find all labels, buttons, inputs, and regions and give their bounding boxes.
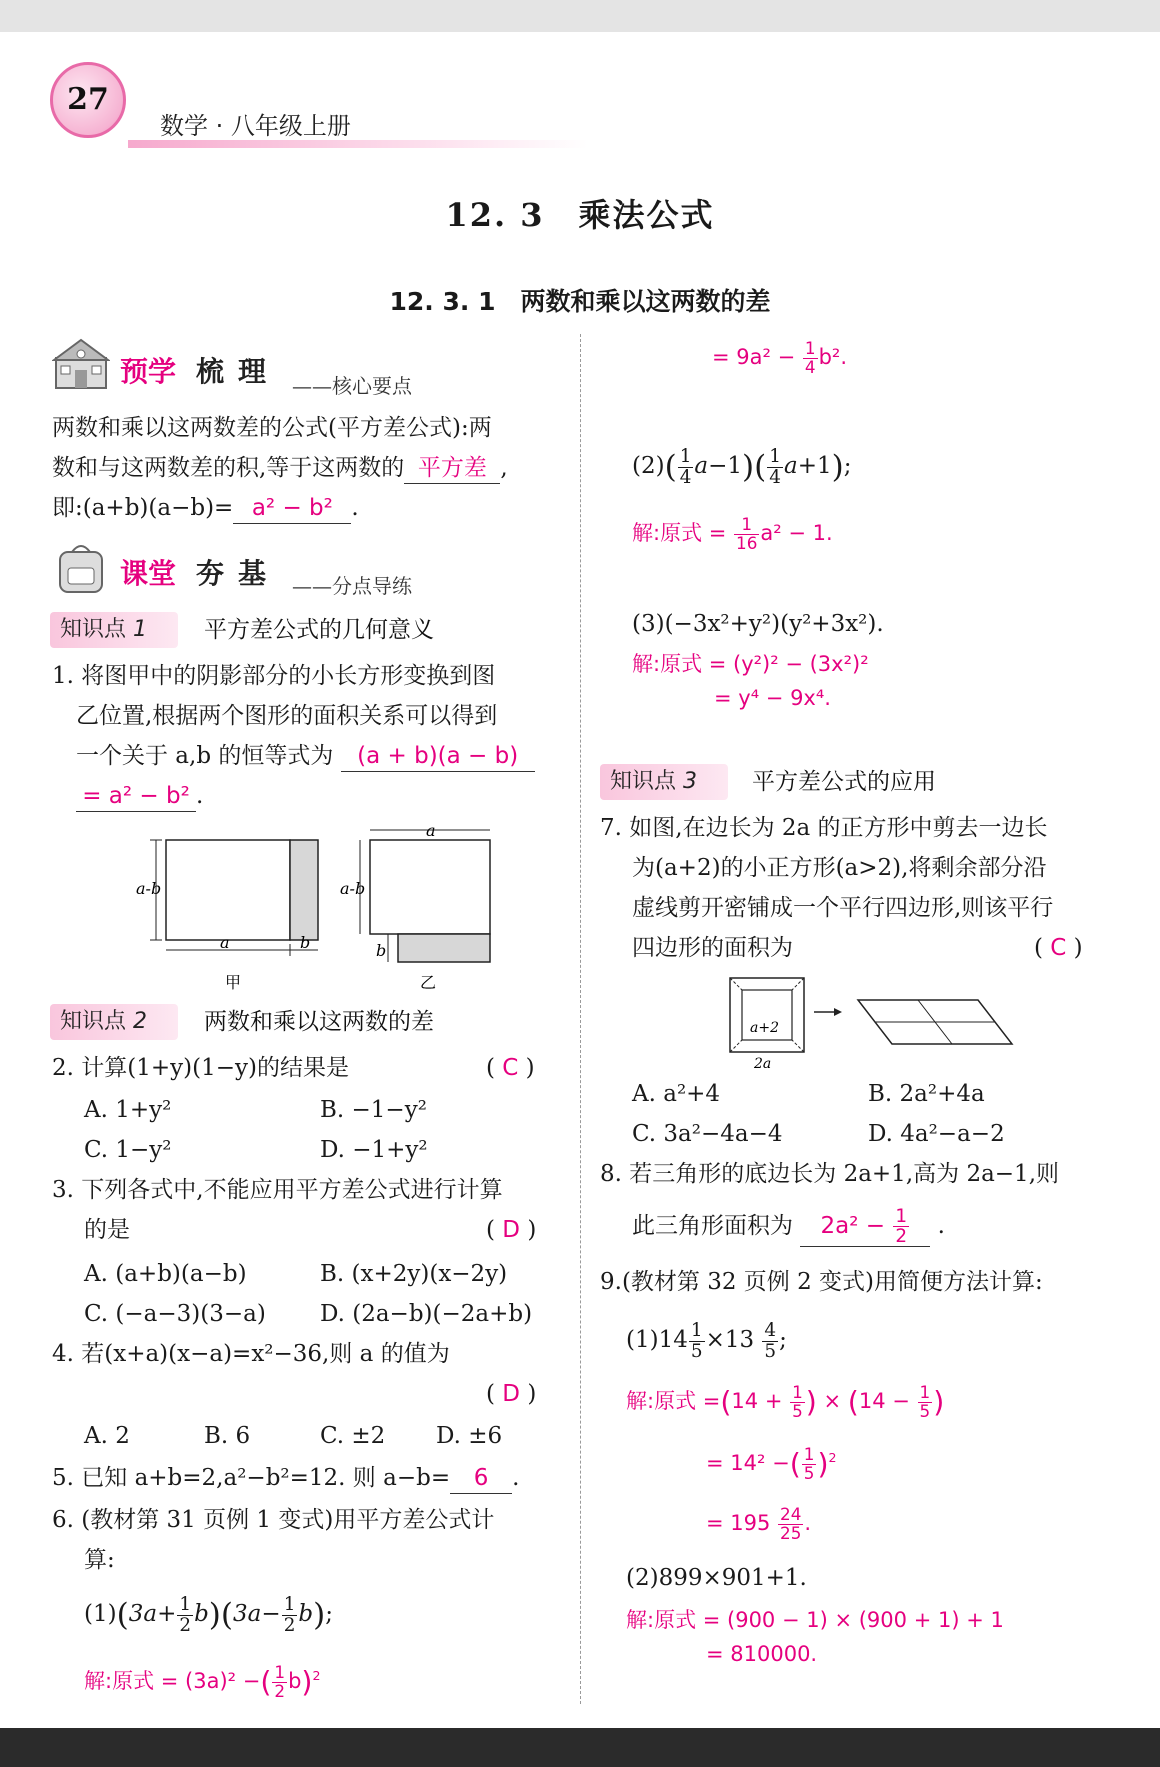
q8-line2-text: 此三角形面积为 — [632, 1213, 793, 1239]
q1-line3-text: 一个关于 a,b 的恒等式为 — [76, 743, 334, 769]
q3-option-b: B. (x+2y)(x−2y) — [320, 1261, 508, 1287]
q9-part1-solution-a: 解:原式 =(14 + $\frac{1}{5}$ ) × (14 − $\frac{1}{5}$ ) — [626, 1382, 945, 1421]
q4-option-b: B. 6 — [204, 1423, 251, 1449]
column-divider — [580, 334, 581, 1704]
q6-part1-solution-b-text: = 9a² − — [712, 345, 796, 370]
preview-line3-end: . — [351, 495, 359, 521]
q6-part1-label: (1) — [84, 1601, 117, 1627]
q6-part1: (1)(3a+ $\frac{1}{2}$ b)(3a− $\frac{1}{2}$ b); — [84, 1594, 333, 1636]
q2-option-a: A. 1+y² — [84, 1097, 172, 1123]
q5-answer: 6 — [450, 1463, 512, 1494]
q7-fig-outer-label: 2a — [754, 1056, 772, 1072]
q7-answer: C — [1050, 935, 1067, 961]
q4-stem: 4. 若(x+a)(x−a)=x²−36,则 a 的值为 — [52, 1341, 450, 1367]
classroom-title-a: 课堂 — [120, 557, 177, 590]
q9-sol-frac-2 — [918, 1384, 933, 1420]
backpack-icon — [52, 538, 110, 596]
kp1-title: 平方差公式的几何意义 — [204, 617, 434, 643]
q4-option-d: D. ±6 — [436, 1423, 503, 1449]
kp3-label-text: 知识点 — [610, 769, 677, 794]
q3-answer-bracket: ( D ) — [486, 1217, 537, 1243]
q7-line4: 四边形的面积为 — [632, 935, 793, 961]
q1-fig-label-ab-right: a-b — [340, 879, 366, 898]
q9-part1-solution-b-text: = 14² − — [706, 1451, 790, 1476]
preview-line1: 两数和乘以这两数差的公式(平方差公式):两 — [52, 415, 492, 441]
q2-option-b: B. −1−y² — [320, 1097, 427, 1123]
q7-line3: 虚线剪开密铺成一个平行四边形,则该平行 — [632, 895, 1054, 921]
q2-option-c: C. 1−y² — [84, 1137, 172, 1163]
q1-fig-label-ab-left: a-b — [136, 879, 162, 898]
section-title: 12. 3 乘法公式 — [445, 196, 715, 234]
q7-option-c: C. 3a²−4a−4 — [632, 1121, 783, 1147]
q9-sol-frac-3 — [802, 1446, 817, 1482]
q9-part1-solution-c: = 195 $\frac{24}{25}$ . — [706, 1504, 812, 1543]
q1-answer-1: (a + b)(a − b) — [341, 741, 535, 772]
q7-fig-inner-label: a+2 — [750, 1020, 779, 1036]
frac-num: 1 — [179, 1594, 192, 1616]
kp1-label — [60, 612, 147, 648]
q1-answer-2: = a² − b² — [76, 781, 196, 812]
q5-line — [52, 1458, 519, 1498]
q6-part1-solution-b: = 9a² − $\frac{1}{4}$ b². — [712, 338, 848, 377]
preview-subtitle: ——核心要点 — [292, 374, 412, 398]
preview-answer-1: 平方差 — [404, 453, 500, 484]
q6-part2-sol-frac — [734, 516, 759, 552]
classroom-title-c: 基 — [238, 557, 267, 590]
frac-den: 16 — [736, 532, 758, 553]
q7-answer-bracket: ( C ) — [1034, 935, 1083, 961]
preview-title-b: 梳 — [196, 355, 225, 388]
q9-part1-frac-a — [689, 1321, 705, 1361]
q6-part3-solution-a: 解:原式 = (y²)² − (3x²)² — [632, 652, 869, 676]
q2-answer: C — [502, 1055, 519, 1081]
q4-option-c: C. ±2 — [320, 1423, 386, 1449]
q1-figure — [130, 822, 510, 994]
q9-part1-solution-c-text: = 195 — [706, 1511, 771, 1536]
q9-part2-solution-a: 解:原式 = (900 − 1) × (900 + 1) + 1 — [626, 1608, 1004, 1632]
q9-part2-solution-b: = 810000. — [706, 1642, 818, 1666]
q2-stem: 2. 计算(1+y)(1−y)的结果是 — [52, 1055, 349, 1081]
kp3-number: 3 — [683, 769, 698, 794]
frac-den: 5 — [764, 1340, 777, 1362]
q6-part2-solution-tail: a² − 1. — [760, 521, 833, 546]
q2-option-d: D. −1+y² — [320, 1137, 428, 1163]
kp2-label-text: 知识点 — [60, 1009, 127, 1034]
q6-part3: (3)(−3x²+y²)(y²+3x²). — [632, 611, 884, 637]
frac-den: 5 — [803, 1462, 815, 1483]
kp1-label-text: 知识点 — [60, 617, 127, 642]
frac-den: 25 — [780, 1522, 802, 1543]
q9-sol-frac-1 — [790, 1384, 805, 1420]
q4-answer: D — [502, 1381, 521, 1407]
q6-part1-sol-frac — [272, 1664, 287, 1700]
q6-stem-2: 算: — [84, 1547, 115, 1573]
q6-part3-solution-b: = y⁴ − 9x⁴. — [714, 686, 831, 710]
q6-part1-frac-b — [282, 1595, 298, 1635]
q7-line1: 7. 如图,在边长为 2a 的正方形中剪去一边长 — [600, 815, 1048, 841]
preview-title-a: 预学 — [120, 355, 177, 388]
q1-fig-caption-right: 乙 — [420, 973, 437, 992]
q1-line3 — [76, 736, 535, 776]
bottom-bar — [0, 1728, 1160, 1767]
q6-part1-solution-a: 解:原式 = (3a)² −( $\frac{1}{2}$ b)$^2$ — [84, 1662, 321, 1701]
frac-num: 1 — [734, 516, 759, 535]
frac-num: 1 — [803, 1444, 815, 1464]
q9-part1-solution-a-text: 解:原式 = — [626, 1389, 721, 1414]
q6-stem-1: 6. (教材第 31 页例 1 变式)用平方差公式计 — [52, 1507, 495, 1533]
frac-num: 1 — [804, 338, 816, 358]
q6-part2-solution — [632, 516, 833, 552]
q1-line1: 1. 将图甲中的阴影部分的小长方形变换到图 — [52, 663, 496, 689]
q7-line2: 为(a+2)的小正方形(a>2),将剩余部分沿 — [632, 855, 1047, 881]
q3-stem-2: 的是 — [84, 1217, 130, 1243]
q9-part1-solution-b: = 14² −( $\frac{1}{5}$ )$^2$ — [706, 1444, 837, 1483]
q5-stem: 5. 已知 a+b=2,a²−b²=12. 则 a−b= — [52, 1465, 451, 1491]
q1-line2: 乙位置,根据两个图形的面积关系可以得到 — [76, 703, 498, 729]
top-bar — [0, 0, 1160, 32]
q8-line2 — [632, 1206, 945, 1247]
preview-line3-text: 即:(a+b)(a−b)= — [52, 495, 234, 521]
kp2-label — [60, 1004, 147, 1040]
q9-part1-times: ×13 — [705, 1327, 755, 1353]
q3-option-d: D. (2a−b)(−2a+b) — [320, 1301, 533, 1327]
frac-den: 2 — [283, 1614, 296, 1636]
frac-num: 1 — [690, 1320, 703, 1342]
q3-stem-1: 3. 下列各式中,不能应用平方差公式进行计算 — [52, 1177, 503, 1203]
q6-part2-frac-a — [678, 447, 694, 487]
frac-num: 1 — [895, 1205, 908, 1227]
q6-part1-solution-a-text: 解:原式 = (3a)² − — [84, 1669, 261, 1694]
frac-num: 1 — [769, 446, 781, 468]
q2-answer-bracket: ( C ) — [486, 1055, 535, 1081]
q5-end: . — [512, 1465, 520, 1491]
page-number: 27 — [67, 82, 109, 117]
frac-den: 5 — [792, 1400, 803, 1421]
q9-part1-label: (1)14 — [626, 1327, 688, 1353]
frac-den: 4 — [769, 466, 781, 488]
q8-answer-frac — [893, 1207, 909, 1247]
q1-line4 — [76, 776, 203, 816]
q4-option-a: A. 2 — [84, 1423, 130, 1449]
q6-part1-frac-a — [177, 1595, 193, 1635]
q1-fig-label-a-left: a — [220, 933, 230, 952]
kp2-number: 2 — [133, 1009, 148, 1034]
frac-num: 1 — [792, 1382, 803, 1402]
q6-part1-sol-frac-b — [803, 340, 818, 376]
q6-part2: (2)( $\frac{1}{4}$ a−1)( $\frac{1}{4}$ a+1); — [632, 446, 852, 488]
frac-num: 1 — [919, 1382, 931, 1402]
frac-num: 1 — [274, 1662, 286, 1682]
frac-den: 4 — [679, 466, 692, 488]
preview-line2-text: 数和与这两数差的积,等于这两数的 — [52, 455, 405, 481]
school-icon — [52, 334, 110, 392]
frac-den: 5 — [690, 1340, 703, 1362]
classroom-subtitle: ——分点导练 — [292, 574, 412, 598]
frac-den: 5 — [919, 1400, 931, 1421]
q6-part2-label: (2) — [632, 453, 665, 479]
q3-option-c: C. (−a−3)(3−a) — [84, 1301, 266, 1327]
preview-answer-2: a² − b² — [233, 493, 351, 524]
preview-title-c: 理 — [238, 355, 267, 388]
q9-part1: (1)14 $\frac{1}{5}$ ×13 $\frac{4}{5}$ ; — [626, 1320, 787, 1362]
q1-fig-caption-left: 甲 — [225, 973, 242, 992]
q3-answer: D — [502, 1217, 521, 1243]
q9-sol-frac-4 — [778, 1506, 803, 1542]
preview-line2 — [52, 448, 508, 488]
q9-stem: 9.(教材第 32 页例 2 变式)用简便方法计算: — [600, 1269, 1043, 1295]
q7-option-b: B. 2a²+4a — [868, 1081, 985, 1107]
q1-fig-label-b-right: b — [376, 941, 387, 960]
kp2-title: 两数和乘以这两数的差 — [204, 1009, 434, 1035]
q8-answer — [800, 1206, 930, 1247]
classroom-title-b: 夯 — [196, 557, 225, 590]
frac-num: 24 — [780, 1504, 802, 1524]
frac-den: 2 — [179, 1614, 192, 1636]
q6-part2-frac-b — [767, 447, 783, 487]
kp3-label — [610, 764, 697, 800]
frac-num: 4 — [764, 1320, 777, 1342]
q6-part2-solution-text: 解:原式 = — [632, 521, 727, 546]
q8-end: . — [937, 1213, 945, 1239]
q3-option-a: A. (a+b)(a−b) — [84, 1261, 247, 1287]
frac-den: 2 — [274, 1680, 286, 1701]
preview-line3 — [52, 488, 359, 528]
frac-num: 1 — [679, 446, 692, 468]
q8-answer-text: 2a² − — [820, 1213, 886, 1239]
frac-num: 1 — [283, 1594, 296, 1616]
q8-line1: 8. 若三角形的底边长为 2a+1,高为 2a−1,则 — [600, 1161, 1060, 1187]
header-line — [128, 140, 588, 148]
q1-fig-label-a-right: a — [426, 822, 436, 840]
frac-den: 4 — [804, 356, 816, 377]
frac-den: 2 — [895, 1226, 908, 1247]
q4-answer-bracket: ( D ) — [486, 1381, 537, 1407]
kp3-title: 平方差公式的应用 — [752, 769, 936, 795]
kp1-number: 1 — [133, 617, 148, 642]
preview-line2-end: , — [500, 455, 508, 481]
book-subject: 数学 · 八年级上册 — [160, 112, 351, 140]
q9-part1-frac-b — [762, 1321, 778, 1361]
q7-option-d: D. 4a²−a−2 — [868, 1121, 1005, 1147]
q7-figure — [720, 972, 1020, 1072]
q1-fig-label-b-left: b — [300, 933, 311, 952]
q1-end: . — [196, 783, 204, 809]
q9-part2: (2)899×901+1. — [626, 1565, 807, 1591]
subsection-title: 12. 3. 1 两数和乘以这两数的差 — [389, 287, 771, 316]
q7-option-a: A. a²+4 — [632, 1081, 721, 1107]
